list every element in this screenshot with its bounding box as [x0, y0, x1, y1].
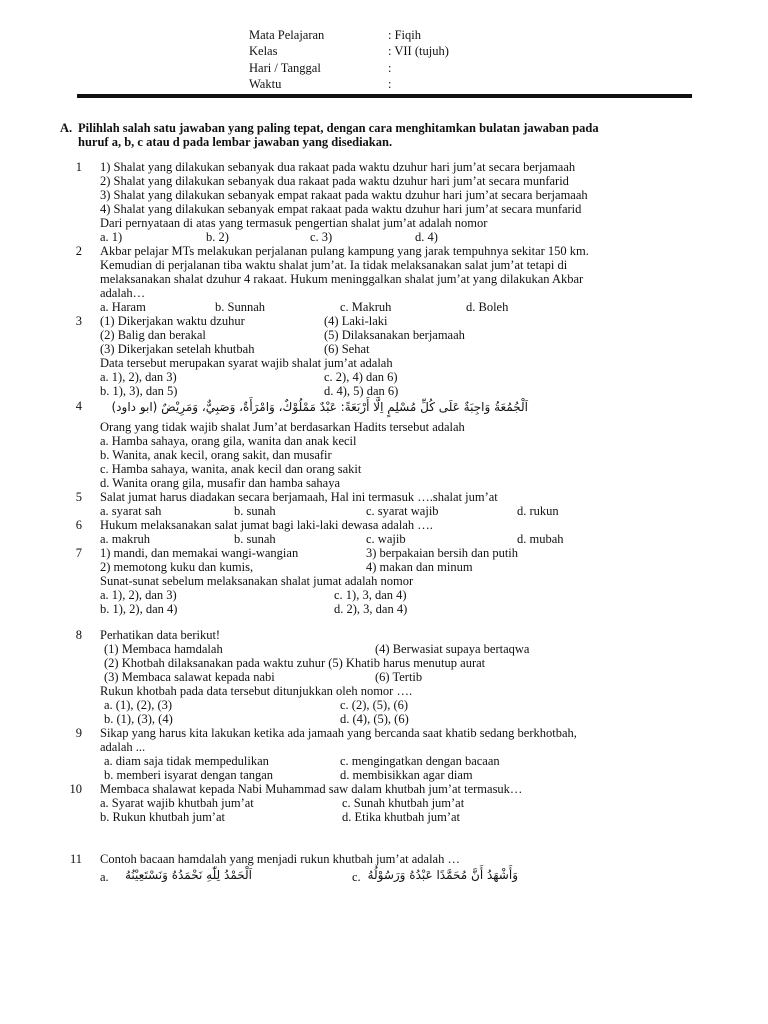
header-label-subject: Mata Pelajaran	[249, 28, 325, 42]
instruction-line-2: huruf a, b, c atau d pada lembar jawaban yang disediakan.	[78, 135, 393, 149]
option-b: b. Sunnah	[215, 300, 265, 314]
question-number: 3	[75, 314, 82, 328]
question-number: 4	[75, 399, 82, 413]
option-c: c. wajib	[366, 532, 406, 546]
header-divider	[77, 94, 692, 98]
question-text: Kemudian di perjalanan tiba waktu shalat jum’at. Ia tidak melaksanakan salat jum’at tetapi di	[100, 258, 568, 272]
option-c-label: c.	[352, 870, 361, 884]
statement: 3) Shalat yang dilakukan sebanyak empat rakaat pada waktu dzuhur hari jum’at secara berjamaah	[100, 188, 588, 202]
option-a: a. syarat sah	[100, 504, 162, 518]
question-number: 6	[75, 518, 82, 532]
header-label-class: Kelas	[249, 44, 278, 58]
option-b: b. (1), (3), (4)	[104, 712, 173, 726]
option-a: a. 1)	[100, 230, 123, 244]
question-number: 5	[75, 490, 82, 504]
question-stem: Membaca shalawat kepada Nabi Muhammad saw dalam khutbah jum’at termasuk…	[100, 782, 523, 796]
option-b: b. 2)	[206, 230, 229, 244]
option-c: c. mengingatkan dengan bacaan	[340, 754, 500, 768]
question-stem: Perhatikan data berikut!	[100, 628, 221, 642]
option-a: a. diam saja tidak mempedulikan	[104, 754, 269, 768]
option-d: d. rukun	[517, 504, 559, 518]
option-c: c. syarat wajib	[366, 504, 439, 518]
item: (3) Membaca salawat kepada nabi	[104, 670, 275, 684]
item: (5) Dilaksanakan berjamaah	[324, 328, 465, 342]
option-d: d. 2), 3, dan 4)	[334, 602, 408, 616]
option-a: a. Haram	[100, 300, 146, 314]
question-number: 9	[75, 726, 82, 740]
question-stem: Hukum melaksanakan salat jumat bagi laki-laki dewasa adalah ….	[100, 518, 433, 532]
option-c: c. 1), 3, dan 4)	[334, 588, 407, 602]
item: (2) Khotbah dilaksanakan pada waktu zuhur (5) Khatib harus menutup aurat	[104, 656, 486, 670]
question-stem: Data tersebut merupakan syarat wajib shalat jum’at adalah	[100, 356, 393, 370]
option-a: a. (1), (2), (3)	[104, 698, 173, 712]
item: 1) mandi, dan memakai wangi-wangian	[100, 546, 299, 560]
option-b: b. sunah	[234, 532, 276, 546]
section-marker: A.	[60, 121, 73, 135]
question-number: 10	[69, 782, 82, 796]
question-text: Akbar pelajar MTs melakukan perjalanan pulang kampung yang jarak tempuhnya sekitar 150 km.	[100, 244, 589, 258]
option-d: d. Wanita orang gila, musafir dan hamba sahaya	[100, 476, 341, 490]
option-b: b. 1), 3), dan 5)	[100, 384, 178, 398]
header-value-subject: : Fiqih	[388, 28, 421, 42]
item: (1) Membaca hamdalah	[104, 642, 223, 656]
question-number: 8	[75, 628, 82, 642]
item: 3) berpakaian bersih dan putih	[366, 546, 519, 560]
option-b: b. Rukun khutbah jum’at	[100, 810, 225, 824]
item: (3) Dikerjakan setelah khutbah	[100, 342, 255, 356]
option-d: d. Etika khutbah jum’at	[342, 810, 461, 824]
option-c: c. 2), 4) dan 6)	[324, 370, 398, 384]
option-a-label: a.	[100, 870, 109, 884]
question-number: 1	[75, 160, 82, 174]
option-a-arabic: اَلْحَمْدُ لِلّٰهِ نَحْمَدُهُ وَنَسْتَعِيْنُهُ	[124, 868, 252, 882]
option-d: d. (4), (5), (6)	[340, 712, 409, 726]
question-stem: Sunat-sunat sebelum melaksanakan shalat jumat adalah nomor	[100, 574, 414, 588]
option-d: d. 4), 5) dan 6)	[324, 384, 399, 398]
option-c: c. 3)	[310, 230, 333, 244]
option-b: b. 1), 2), dan 4)	[100, 602, 178, 616]
header-label-time: Waktu	[249, 77, 282, 91]
question-number: 2	[75, 244, 82, 258]
header-value-class: : VII (tujuh)	[388, 44, 449, 58]
item: (2) Balig dan berakal	[100, 328, 206, 342]
option-d: d. 4)	[415, 230, 438, 244]
item: 2) memotong kuku dan kumis,	[100, 560, 254, 574]
item: (1) Dikerjakan waktu dzuhur	[100, 314, 245, 328]
statement: 2) Shalat yang dilakukan sebanyak dua rakaat pada waktu dzuhur hari jum’at secara munfarid	[100, 174, 569, 188]
item: (4) Laki-laki	[324, 314, 388, 328]
option-a: a. Syarat wajib khutbah jum’at	[100, 796, 254, 810]
question-stem: Salat jumat harus diadakan secara berjamaah, Hal ini termasuk ….shalat jum’at	[100, 490, 498, 504]
option-d: d. Boleh	[466, 300, 509, 314]
item: (4) Berwasiat supaya bertaqwa	[375, 642, 530, 656]
option-c: c. Hamba sahaya, wanita, anak kecil dan orang sakit	[100, 462, 362, 476]
statement: 1) Shalat yang dilakukan sebanyak dua rakaat pada waktu dzuhur hari jum’at secara berjamaah	[100, 160, 576, 174]
option-a: a. makruh	[100, 532, 150, 546]
option-c: c. Sunah khutbah jum’at	[342, 796, 465, 810]
option-c: c. Makruh	[340, 300, 392, 314]
item: 4) makan dan minum	[366, 560, 473, 574]
question-stem: Dari pernyataan di atas yang termasuk pengertian shalat jum’at adalah nomor	[100, 216, 488, 230]
option-a: a. 1), 2), dan 3)	[100, 370, 177, 384]
question-text: Sikap yang harus kita lakukan ketika ada jamaah yang bercanda saat khatib sedang berkhotbah,	[100, 726, 577, 740]
question-number: 7	[75, 546, 82, 560]
statement: 4) Shalat yang dilakukan sebanyak empat rakaat pada waktu dzuhur hari jum’at secara munfarid	[100, 202, 582, 216]
question-text: adalah…	[100, 286, 146, 300]
option-c-arabic: وَأَشْهَدُ أَنَّ مُحَمَّدًا عَبْدُهُ وَرَسُوْلُهُ	[367, 868, 518, 882]
option-c: c. (2), (5), (6)	[340, 698, 409, 712]
instruction-line-1: Pilihlah salah satu jawaban yang paling tepat, dengan cara menghitamkan bulatan jawaban pada	[78, 121, 599, 135]
item: (6) Tertib	[375, 670, 423, 684]
option-b: b. memberi isyarat dengan tangan	[104, 768, 274, 782]
question-number: 11	[69, 852, 82, 866]
option-a: a. 1), 2), dan 3)	[100, 588, 177, 602]
question-text: melaksanakan shalat dzuhur 4 rakaat. Hukum meninggalkan shalat jum’at yang dilakukan Akbar	[100, 272, 584, 286]
option-d: d. mubah	[517, 532, 564, 546]
item: (6) Sehat	[324, 342, 370, 356]
option-d: d. membisikkan agar diam	[340, 768, 473, 782]
option-a: a. Hamba sahaya, orang gila, wanita dan anak kecil	[100, 434, 357, 448]
question-stem: Contoh bacaan hamdalah yang menjadi rukun khutbah jum’at adalah …	[100, 852, 460, 866]
question-stem: Orang yang tidak wajib shalat Jum’at berdasarkan Hadits tersebut adalah	[100, 420, 465, 434]
hadith-text: اَلْجُمُعَةُ وَاجِبَةٌ عَلَى كُلِّ مُسْلِمٍ اِلَّا أَرْبَعَةً: عَبْدٌ مَمْلُوْكٌ، وَامْرَأَةٌ، وَصَبِيٌّ، وَمَرِيْضٌ (ابو داود)	[111, 400, 528, 414]
option-b: b. Wanita, anak kecil, orang sakit, dan musafir	[100, 448, 332, 462]
option-b: b. sunah	[234, 504, 276, 518]
header-value-time: :	[388, 77, 392, 91]
question-stem: Rukun khotbah pada data tersebut ditunjukkan oleh nomor ….	[100, 684, 413, 698]
header-label-date: Hari / Tanggal	[249, 61, 321, 75]
header-value-date: :	[388, 61, 392, 75]
question-text: adalah ...	[100, 740, 146, 754]
